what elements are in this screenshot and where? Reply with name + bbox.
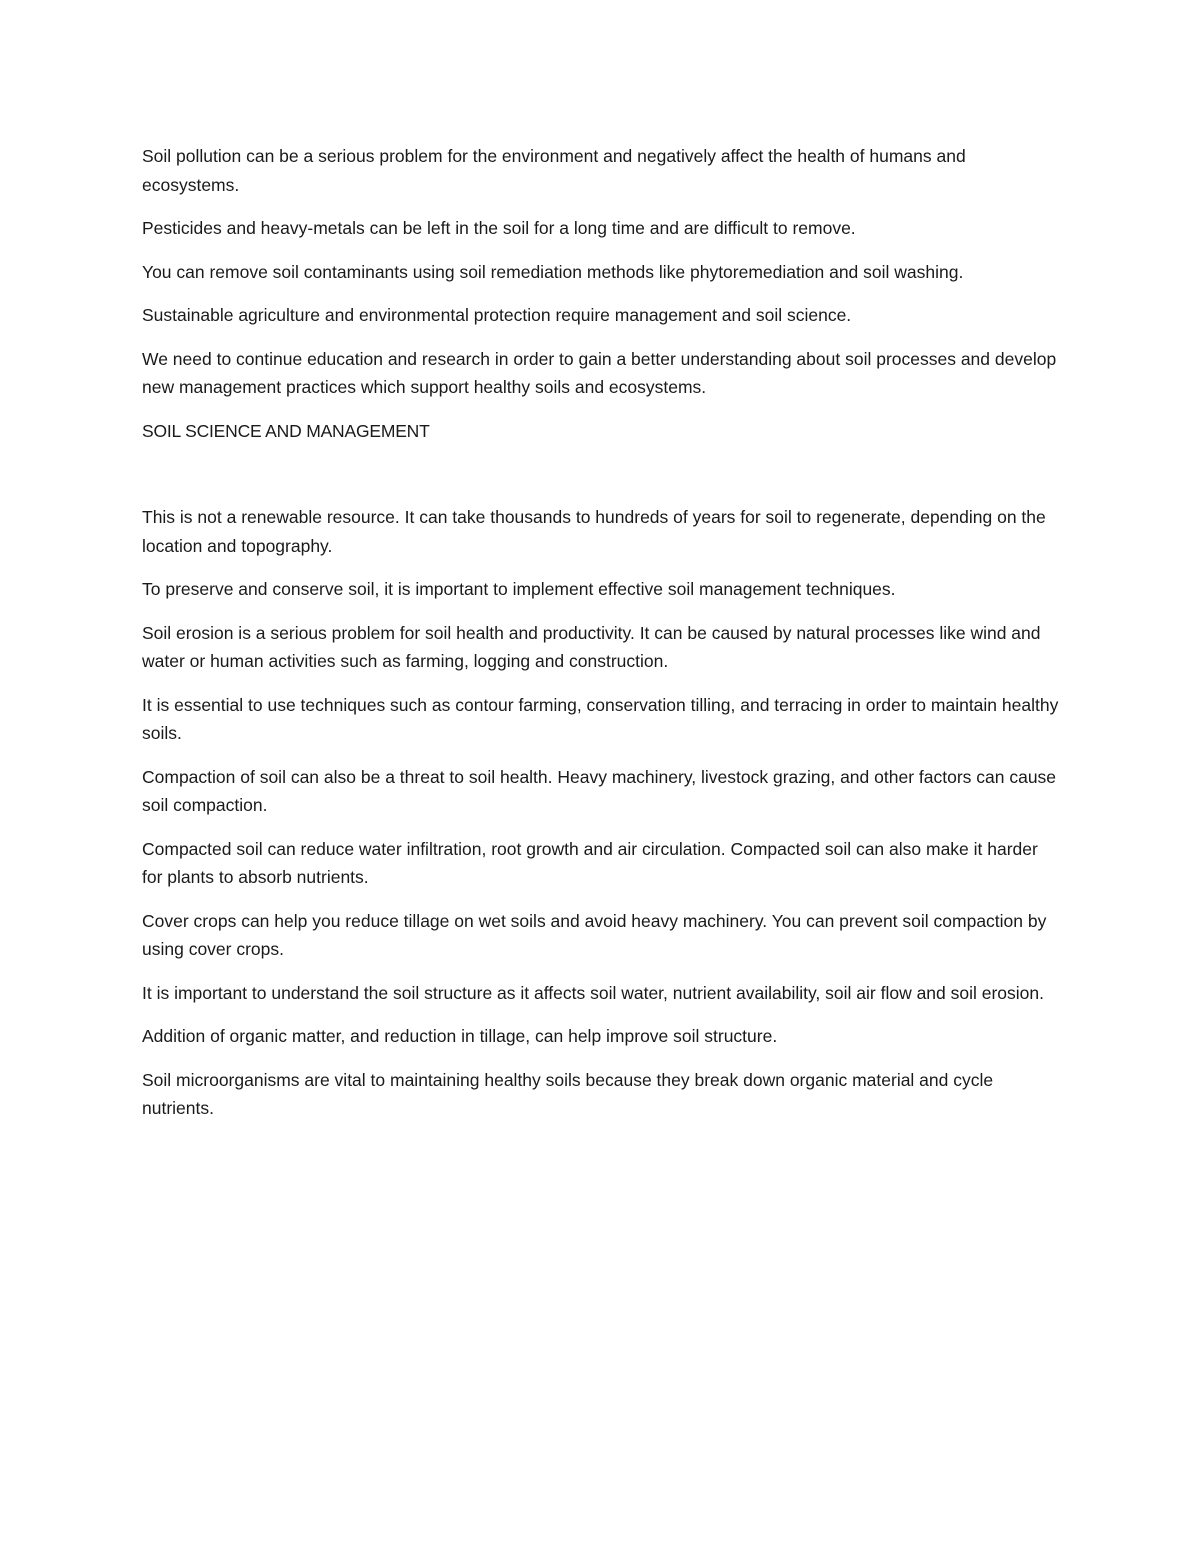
paragraph: We need to continue education and research in order to gain a better understanding about soil processes and develop new management practices which support healthy soils and ecosystems. [142,348,1057,397]
paragraph: You can remove soil contaminants using soil remediation methods like phytoremediation and soil washing. [142,261,964,282]
document-body [142,142,1062,1138]
paragraph: It is important to understand the soil structure as it affects soil water, nutrient availability, soil air flow and soil erosion. [142,982,1045,1003]
paragraph: Sustainable agriculture and environmental protection require management and soil science. [142,305,852,325]
paragraph: Pesticides and heavy-metals can be left in the soil for a long time and are difficult to remove. [142,218,856,238]
paragraph: This is not a renewable resource. It can take thousands to hundreds of years for soil to regenerate, depending on the location and topography. [142,507,1046,556]
paragraph: Cover crops can help you reduce tillage on wet soils and avoid heavy machinery. You can prevent soil compaction by using cover crops. [142,910,1047,959]
paragraph: Soil pollution can be a serious problem for the environment and negatively affect the health of humans and ecosystems. [142,146,966,195]
paragraph: To preserve and conserve soil, it is important to implement effective soil management techniques. [142,579,896,599]
paragraph: Compaction of soil can also be a threat to soil health. Heavy machinery, livestock grazing, and other factors can cause soil compaction. [142,766,1057,815]
paragraph: Soil microorganisms are vital to maintaining healthy soils because they break down organic material and cycle nutrients. [142,1069,994,1118]
paragraph: Soil erosion is a serious problem for soil health and productivity. It can be caused by natural processes like wind and water or human activities such as farming, logging and construction. [142,622,1041,671]
paragraph: It is essential to use techniques such as contour farming, conservation tilling, and terracing in order to maintain healthy soils. [142,694,1059,743]
paragraph: Addition of organic matter, and reduction in tillage, can help improve soil structure. [142,1026,778,1046]
blank-line [142,460,1062,503]
section-heading: SOIL SCIENCE AND MANAGEMENT [142,420,430,441]
paragraph: Compacted soil can reduce water infiltration, root growth and air circulation. Compacted soil can also make it harder for plants to absorb nutrients. [142,838,1038,887]
